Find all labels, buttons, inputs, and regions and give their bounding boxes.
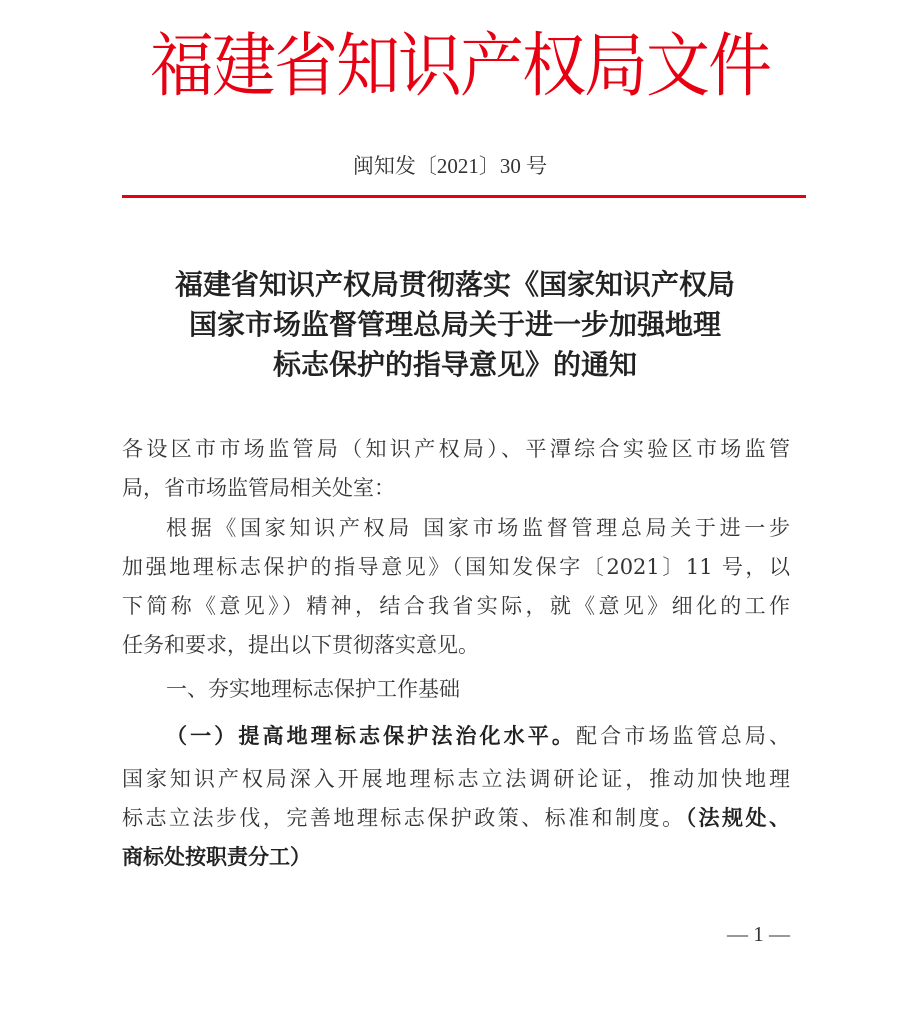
intro-line: 加强地理标志保护的指导意见》（国知发保字〔2021〕11 号，以 [122,554,790,579]
document-number: 闽知发〔2021〕30 号 [352,154,548,178]
item-text: 配合市场监管总局、 [576,723,791,748]
item-line [122,799,790,838]
addressee-line: 局，省市场监管局相关处室： [122,476,395,501]
issuer-header: 福建省知识产权局文件 [150,27,770,107]
title-line: 国家市场监督管理总局关于进一步加强地理 [188,308,721,341]
page-number: — 1 — [727,922,790,946]
red-divider [122,195,806,198]
item-heading: （一）提高地理标志保护法治化水平。 [166,723,577,748]
intro-line: 根据《国家知识产权局 国家市场监督管理总局关于进一步 [166,515,790,540]
title-line: 福建省知识产权局贯彻落实《国家知识产权局 [174,268,735,301]
section-heading: 一、夯实地理标志保护工作基础 [166,676,460,701]
responsibility-note: （法规处、 [685,806,791,831]
item-text: 标志立法步伐，完善地理标志保护政策、标准和制度。 [122,806,686,831]
title-line: 标志保护的指导意见》的通知 [272,348,637,381]
intro-line: 下简称《意见》）精神，结合我省实际，就《意见》细化的工作 [122,594,790,619]
item-line: 国家知识产权局深入开展地理标志立法调研论证，推动加快地理 [122,766,790,791]
addressee-line: 各设区市市场监管局（知识产权局）、平潭综合实验区市场监管 [122,437,790,461]
document-body [122,430,790,878]
item-first-line [122,712,790,760]
intro-line: 任务和要求，提出以下贯彻落实意见。 [122,633,479,658]
document-title [110,265,800,385]
responsibility-note: 商标处按职责分工） [122,845,311,870]
